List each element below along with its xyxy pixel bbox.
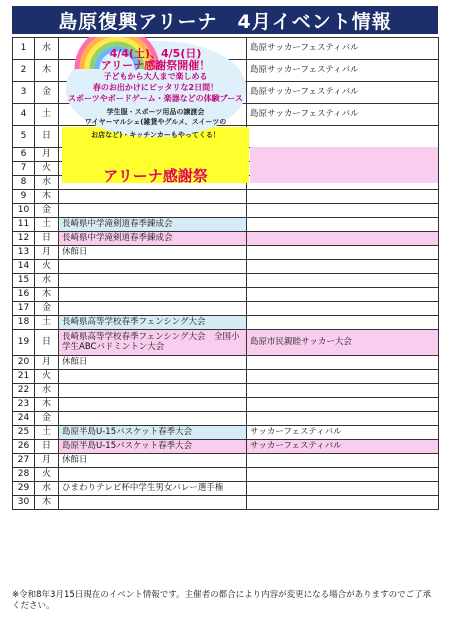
day-cell: 2 (13, 60, 35, 82)
table-row (13, 384, 439, 398)
weekday-cell: 金 (35, 204, 59, 218)
weekday-cell: 金 (35, 302, 59, 316)
event-cell: 島原半島U-15バスケット春季大会 (59, 440, 247, 454)
day-cell: 12 (13, 232, 35, 246)
day-cell: 3 (13, 82, 35, 104)
event-cell (59, 260, 247, 274)
weekday-cell: 金 (35, 82, 59, 104)
promo-line4: 春のお出かけにピッタリな2日間！ (92, 83, 219, 92)
event-cell (59, 468, 247, 482)
day-cell: 10 (13, 204, 35, 218)
day-cell: 28 (13, 468, 35, 482)
weekday-cell: 木 (35, 60, 59, 82)
event-cell-secondary (247, 370, 439, 384)
day-cell: 29 (13, 482, 35, 496)
day-cell: 4 (13, 104, 35, 126)
promo-panel (62, 37, 249, 183)
weekday-cell: 土 (35, 316, 59, 330)
event-cell-secondary (247, 412, 439, 426)
table-row (13, 398, 439, 412)
event-cell-secondary (247, 398, 439, 412)
event-cell: 島原半島U-15バスケット春季大会 (59, 426, 247, 440)
table-row (13, 190, 439, 204)
event-cell: 長崎県中学滝剣道春季錬成会 (59, 218, 247, 232)
promo-dates: 4/4(土)、4/5(日) (109, 47, 202, 60)
weekday-cell: 土 (35, 218, 59, 232)
event-cell (59, 384, 247, 398)
event-cell (59, 302, 247, 316)
weekday-cell: 木 (35, 398, 59, 412)
weekday-cell: 木 (35, 190, 59, 204)
table-row (13, 440, 439, 454)
event-cell-secondary (247, 454, 439, 468)
table-row (13, 274, 439, 288)
event-cell-secondary (247, 260, 439, 274)
event-cell-secondary: サッカーフェスティバル (247, 440, 439, 454)
event-cell-secondary (247, 482, 439, 496)
event-cell: 休館日 (59, 356, 247, 370)
day-cell: 27 (13, 454, 35, 468)
promo-line7: ワイヤーマルシェ(雑貨やグルメ、スイーツの (84, 118, 227, 126)
day-cell: 30 (13, 496, 35, 510)
event-cell-secondary (247, 246, 439, 260)
event-cell: 休館日 (59, 246, 247, 260)
weekday-cell: 月 (35, 454, 59, 468)
day-cell: 26 (13, 440, 35, 454)
table-row (13, 330, 439, 356)
event-cell: 長崎県高等学校春季フェンシング大会 (59, 316, 247, 330)
promo-line5: スポーツやボードゲーム・楽器などの体験ブース (68, 94, 243, 103)
event-cell-secondary (247, 468, 439, 482)
event-cell-secondary: 島原市民親睦サッカー大会 (247, 330, 439, 356)
day5-pink-cell (250, 147, 438, 183)
event-cell-secondary (247, 218, 439, 232)
table-row (13, 496, 439, 510)
weekday-cell: 日 (35, 330, 59, 356)
table-row (13, 426, 439, 440)
day-cell: 19 (13, 330, 35, 356)
weekday-cell: 月 (35, 246, 59, 260)
table-row (13, 356, 439, 370)
table-row (13, 232, 439, 246)
event-cell-secondary (247, 316, 439, 330)
day-cell: 6 (13, 148, 35, 162)
event-cell: 長崎県高等学校春季フェンシング大会 全国小学生ABCバドミントン大会 (59, 330, 247, 356)
table-row (13, 316, 439, 330)
event-cell-secondary (247, 384, 439, 398)
event-cell-secondary: 島原サッカーフェスティバル (247, 60, 439, 82)
weekday-cell: 火 (35, 162, 59, 176)
weekday-cell: 水 (35, 176, 59, 190)
table-row (13, 260, 439, 274)
promo-line3: 子どもから大人まで楽しめる (103, 72, 208, 81)
event-cell: ひまわりテレビ杯中学生男女バレー選手権 (59, 482, 247, 496)
event-cell (59, 204, 247, 218)
event-cell-secondary: 島原サッカーフェスティバル (247, 82, 439, 104)
day-cell: 13 (13, 246, 35, 260)
day-cell: 8 (13, 176, 35, 190)
weekday-cell: 火 (35, 260, 59, 274)
table-row (13, 482, 439, 496)
promo-banner: アリーナ感謝祭 (103, 167, 208, 183)
table-row (13, 412, 439, 426)
event-cell (59, 288, 247, 302)
weekday-cell: 火 (35, 370, 59, 384)
weekday-cell: 土 (35, 426, 59, 440)
day-cell: 7 (13, 162, 35, 176)
event-cell-secondary (247, 232, 439, 246)
weekday-cell: 日 (35, 232, 59, 246)
event-cell-secondary (247, 204, 439, 218)
event-cell (59, 496, 247, 510)
day-cell: 1 (13, 38, 35, 60)
weekday-cell: 木 (35, 496, 59, 510)
weekday-cell: 金 (35, 412, 59, 426)
day-cell: 20 (13, 356, 35, 370)
event-cell (59, 190, 247, 204)
event-cell: 長崎県中学滝剣道春季錬成会 (59, 232, 247, 246)
day-cell: 21 (13, 370, 35, 384)
event-cell: 休館日 (59, 454, 247, 468)
weekday-cell: 火 (35, 468, 59, 482)
event-cell (59, 274, 247, 288)
event-cell-secondary: 島原サッカーフェスティバル (247, 38, 439, 60)
weekday-cell: 日 (35, 126, 59, 148)
event-cell (59, 398, 247, 412)
event-cell-secondary: 島原サッカーフェスティバル (247, 104, 439, 126)
event-cell-secondary (247, 288, 439, 302)
weekday-cell: 水 (35, 38, 59, 60)
table-row (13, 468, 439, 482)
promo-line6: 学生服・スポーツ用品の譲渡会 (106, 108, 205, 116)
day-cell: 14 (13, 260, 35, 274)
day-cell: 15 (13, 274, 35, 288)
weekday-cell: 日 (35, 440, 59, 454)
event-cell (59, 370, 247, 384)
table-row (13, 370, 439, 384)
table-row (13, 302, 439, 316)
table-row (13, 454, 439, 468)
day-cell: 23 (13, 398, 35, 412)
event-cell-secondary (247, 126, 439, 148)
event-cell-secondary: サッカーフェスティバル (247, 426, 439, 440)
day-cell: 22 (13, 384, 35, 398)
weekday-cell: 月 (35, 148, 59, 162)
day-cell: 18 (13, 316, 35, 330)
event-cell (59, 412, 247, 426)
weekday-cell: 木 (35, 288, 59, 302)
weekday-cell: 土 (35, 104, 59, 126)
event-cell-secondary (247, 496, 439, 510)
event-cell-secondary (247, 302, 439, 316)
day-cell: 16 (13, 288, 35, 302)
day-cell: 11 (13, 218, 35, 232)
day-cell: 24 (13, 412, 35, 426)
weekday-cell: 月 (35, 356, 59, 370)
promo-headline: アリーナ感謝祭開催！ (100, 59, 211, 72)
day-cell: 25 (13, 426, 35, 440)
weekday-cell: 水 (35, 384, 59, 398)
weekday-cell: 水 (35, 274, 59, 288)
table-row (13, 218, 439, 232)
table-row (13, 204, 439, 218)
weekday-cell: 水 (35, 482, 59, 496)
table-row (13, 288, 439, 302)
day-cell: 17 (13, 302, 35, 316)
footnote: ※令和8年3月15日現在のイベント情報です。主催者の都合により内容が変更になる場合がありますのでご了承ください。 (12, 590, 432, 612)
promo-line8: お店など)・キッチンカーもやってくる！ (91, 131, 220, 139)
table-row (13, 246, 439, 260)
event-cell-secondary (247, 356, 439, 370)
event-cell-secondary (247, 274, 439, 288)
day-cell: 9 (13, 190, 35, 204)
event-cell-secondary (247, 190, 439, 204)
day-cell: 5 (13, 126, 35, 148)
page-title: 島原復興アリーナ 4月イベント情報 (12, 6, 438, 34)
